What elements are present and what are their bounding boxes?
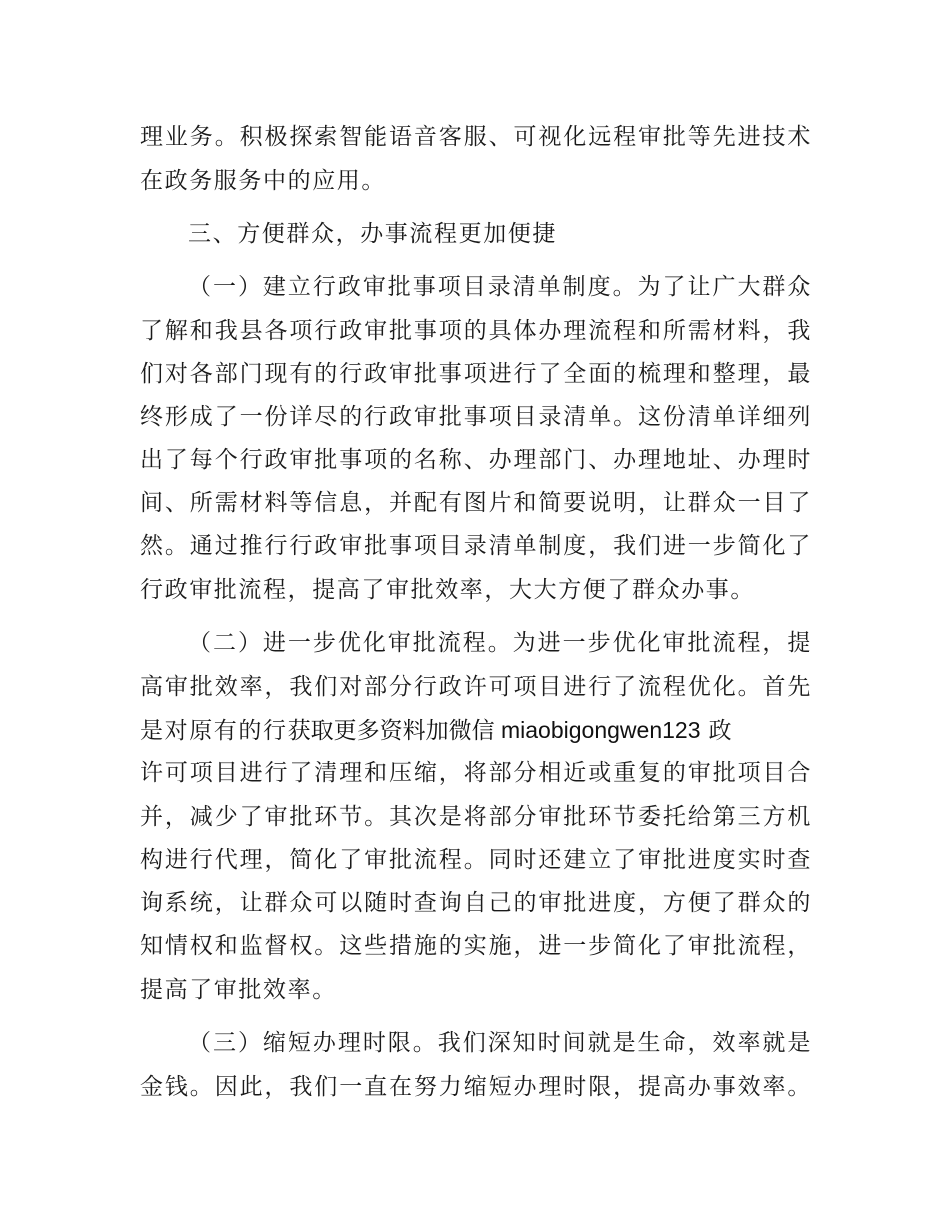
section-heading: 三、方便群众，办事流程更加便捷: [188, 221, 557, 247]
body-line: 并，减少了审批环节。其次是将部分审批环节委托给第三方机: [140, 804, 812, 830]
body-line: 们对各部门现有的行政审批事项进行了全面的梳理和整理，最: [140, 361, 812, 387]
body-line: 构进行代理，简化了审批流程。同时还建立了审批进度实时查: [140, 847, 812, 873]
body-line: 知情权和监督权。这些措施的实施，进一步简化了审批流程，: [140, 933, 812, 959]
body-line: 在政务服务中的应用。: [140, 168, 386, 194]
body-line: 出了每个行政审批事项的名称、办理部门、办理地址、办理时: [140, 447, 812, 473]
promo-text: 获取更多资料加微信 miaobigongwen123: [287, 717, 701, 743]
body-line: 提高了审批效率。: [140, 977, 337, 1003]
body-line: （三）缩短办理时限。我们深知时间就是生命，效率就是: [188, 1030, 812, 1056]
body-line: 终形成了一份详尽的行政审批事项目录清单。这份清单详细列: [140, 404, 812, 430]
body-line: 行政审批流程，提高了审批效率，大大方便了群众办事。: [140, 577, 755, 603]
body-line: 询系统，让群众可以随时查询自己的审批进度，方便了群众的: [140, 890, 812, 916]
body-text-fragment: 政: [708, 718, 734, 744]
body-line: 然。通过推行行政审批事项目录清单制度，我们进一步简化了: [140, 533, 812, 559]
body-line: 间、所需材料等信息，并配有图片和简要说明，让群众一目了: [140, 490, 812, 516]
body-line: 高审批效率，我们对部分行政许可项目进行了流程优化。首先: [140, 674, 812, 700]
body-line: （一）建立行政审批事项目录清单制度。为了让广大群众: [188, 274, 812, 300]
body-line: （二）进一步优化审批流程。为进一步优化审批流程，提: [188, 630, 812, 656]
body-line: 金钱。因此，我们一直在努力缩短办理时限，提高办事效率。: [140, 1074, 812, 1100]
body-line-with-promo: [140, 715, 733, 745]
body-line: 理业务。积极探索智能语音客服、可视化远程审批等先进技术: [140, 124, 812, 150]
body-line: 了解和我县各项行政审批事项的具体办理流程和所需材料，我: [140, 318, 812, 344]
body-line: 许可项目进行了清理和压缩，将部分相近或重复的审批项目合: [140, 760, 812, 786]
body-text-fragment: 是对原有的行: [140, 718, 288, 744]
